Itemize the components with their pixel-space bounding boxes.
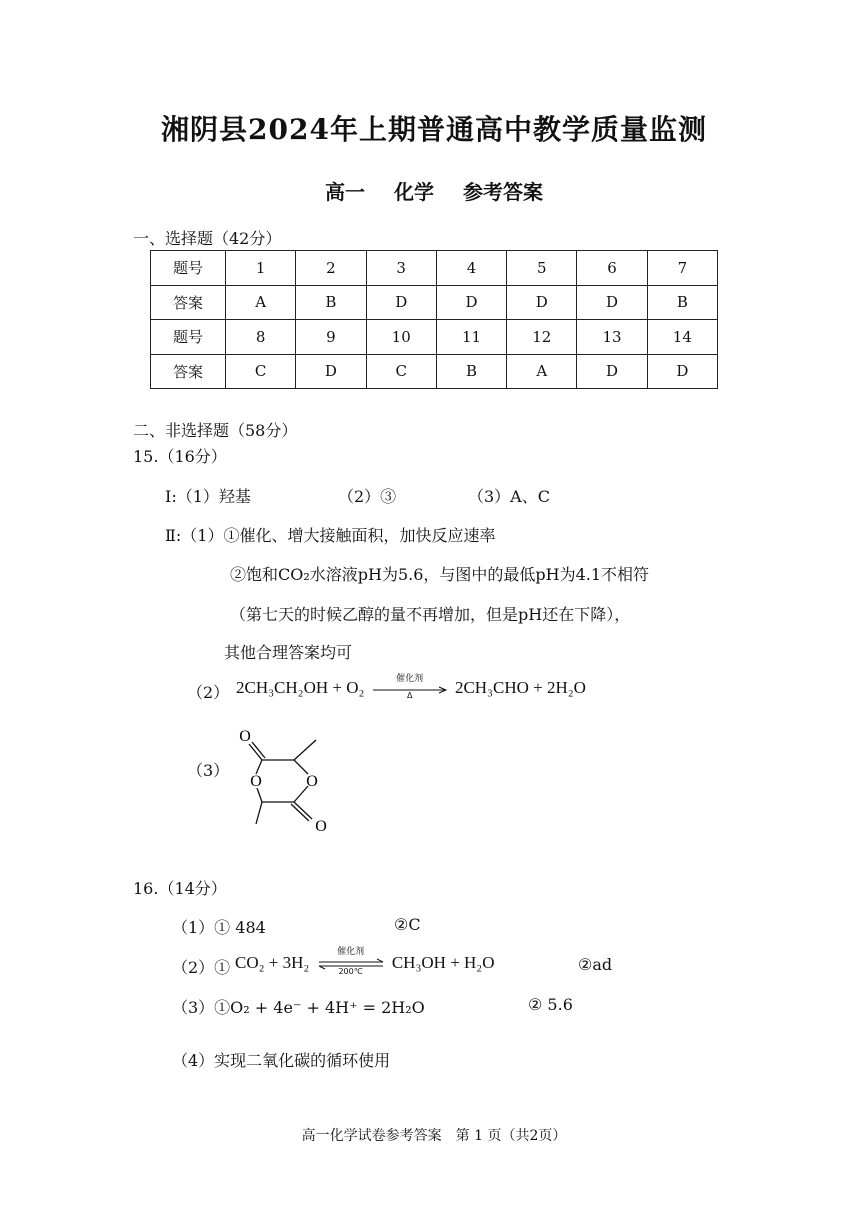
- table-cell: 13: [577, 320, 647, 355]
- question-16-label: 16.（14分）: [133, 879, 227, 898]
- table-cell: 6: [577, 251, 647, 286]
- q16-answer-4: （4）实现二氧化碳的循环使用: [172, 1051, 391, 1070]
- q15-part2-line4: 其他合理答案均可: [224, 643, 353, 662]
- table-row: [151, 354, 718, 389]
- q15-part1-answer-1: Ⅰ:（1）羟基: [165, 487, 251, 506]
- atom-oxygen: O: [306, 773, 318, 790]
- answer-table: [150, 250, 718, 389]
- table-cell: 2: [296, 251, 366, 286]
- table-cell: 4: [436, 251, 506, 286]
- q16-answer-3-1: （3）①O₂ + 4e⁻ + 4H⁺ = 2H₂O: [172, 998, 425, 1017]
- equation-rhs: 2CH₃CHO + 2H₂O: [454, 678, 586, 697]
- table-cell: 12: [507, 320, 577, 355]
- table-cell: C: [226, 354, 296, 389]
- table-cell: 9: [296, 320, 366, 355]
- table-cell: D: [436, 285, 506, 320]
- table-cell: D: [366, 285, 436, 320]
- q16-answer-1-2: ②C: [394, 915, 421, 934]
- arrow-condition-bottom: 200℃: [338, 967, 363, 977]
- atom-oxygen: O: [250, 773, 262, 790]
- reaction-arrow-icon: [371, 674, 449, 701]
- table-cell: 答案: [151, 354, 226, 389]
- equation-lhs: 2CH₃CH₂OH + O₂: [236, 678, 365, 697]
- table-cell: 14: [647, 320, 717, 355]
- table-cell: B: [436, 354, 506, 389]
- table-cell: D: [647, 354, 717, 389]
- equilibrium-arrow-icon: [316, 947, 386, 977]
- q15-part2-line3: （第七天的时候乙醇的量不再增加，但是pH还在下降），: [230, 605, 631, 624]
- equation-rhs: CH₃OH + H₂O: [391, 953, 495, 972]
- q15-structure-label: （3）: [187, 761, 230, 780]
- table-cell: 答案: [151, 285, 226, 320]
- q16-eq-label: （2）①: [172, 958, 231, 977]
- page-title: 湘阴县2024年上期普通高中教学质量监测: [161, 113, 707, 146]
- q16-answer-3-2: ② 5.6: [528, 995, 573, 1014]
- table-cell: 题号: [151, 251, 226, 286]
- q15-part2-line2: ②饱和CO₂水溶液pH为5.6，与图中的最低pH为4.1不相符: [230, 565, 650, 584]
- table-cell: D: [577, 354, 647, 389]
- table-cell: C: [366, 354, 436, 389]
- table-cell: A: [507, 354, 577, 389]
- table-row: [151, 285, 718, 320]
- atom-oxygen: O: [315, 818, 327, 835]
- section-choice-heading: 一、选择题（42分）: [133, 229, 282, 248]
- table-cell: 7: [647, 251, 717, 286]
- table-cell: A: [226, 285, 296, 320]
- equation-lhs: CO₂ + 3H₂: [235, 953, 310, 972]
- arrow-condition-bottom: Δ: [406, 691, 413, 701]
- page-footer: 高一化学试卷参考答案 第 1 页（共2页）: [301, 1128, 567, 1144]
- subtitle-grade: 高一: [325, 180, 366, 204]
- table-cell: 3: [366, 251, 436, 286]
- q15-eq-label: （2）: [187, 683, 230, 702]
- section-nonchoice-heading: 二、非选择题（58分）: [133, 421, 298, 440]
- table-cell: 1: [226, 251, 296, 286]
- table-cell: D: [577, 285, 647, 320]
- q15-part1-answer-3: （3）A、C: [468, 487, 550, 506]
- atom-oxygen: O: [239, 728, 251, 745]
- table-cell: 5: [507, 251, 577, 286]
- table-cell: B: [296, 285, 366, 320]
- q16-equation: [235, 947, 495, 977]
- q15-part1-answer-2: （2）③: [338, 487, 397, 506]
- lactide-structure-diagram: [232, 722, 342, 837]
- q16-answer-1-1: （1）① 484: [172, 918, 266, 937]
- table-cell: 题号: [151, 320, 226, 355]
- arrow-condition-top: 催化剂: [396, 674, 424, 685]
- arrow-condition-top: 催化剂: [337, 947, 365, 958]
- table-row: [151, 320, 718, 355]
- subtitle-subject: 化学: [394, 180, 434, 204]
- q15-part2-line1: Ⅱ:（1）①催化、增大接触面积，加快反应速率: [165, 526, 496, 545]
- q16-answer-2-2: ②ad: [578, 955, 613, 974]
- table-cell: D: [296, 354, 366, 389]
- table-cell: 11: [436, 320, 506, 355]
- table-cell: D: [507, 285, 577, 320]
- table-cell: 8: [226, 320, 296, 355]
- table-cell: B: [647, 285, 717, 320]
- question-15-label: 15.（16分）: [133, 447, 227, 466]
- q15-equation: [236, 674, 586, 701]
- table-row: [151, 251, 718, 286]
- page-subtitle: [0, 176, 868, 205]
- subtitle-doc-type: 参考答案: [462, 180, 543, 204]
- table-cell: 10: [366, 320, 436, 355]
